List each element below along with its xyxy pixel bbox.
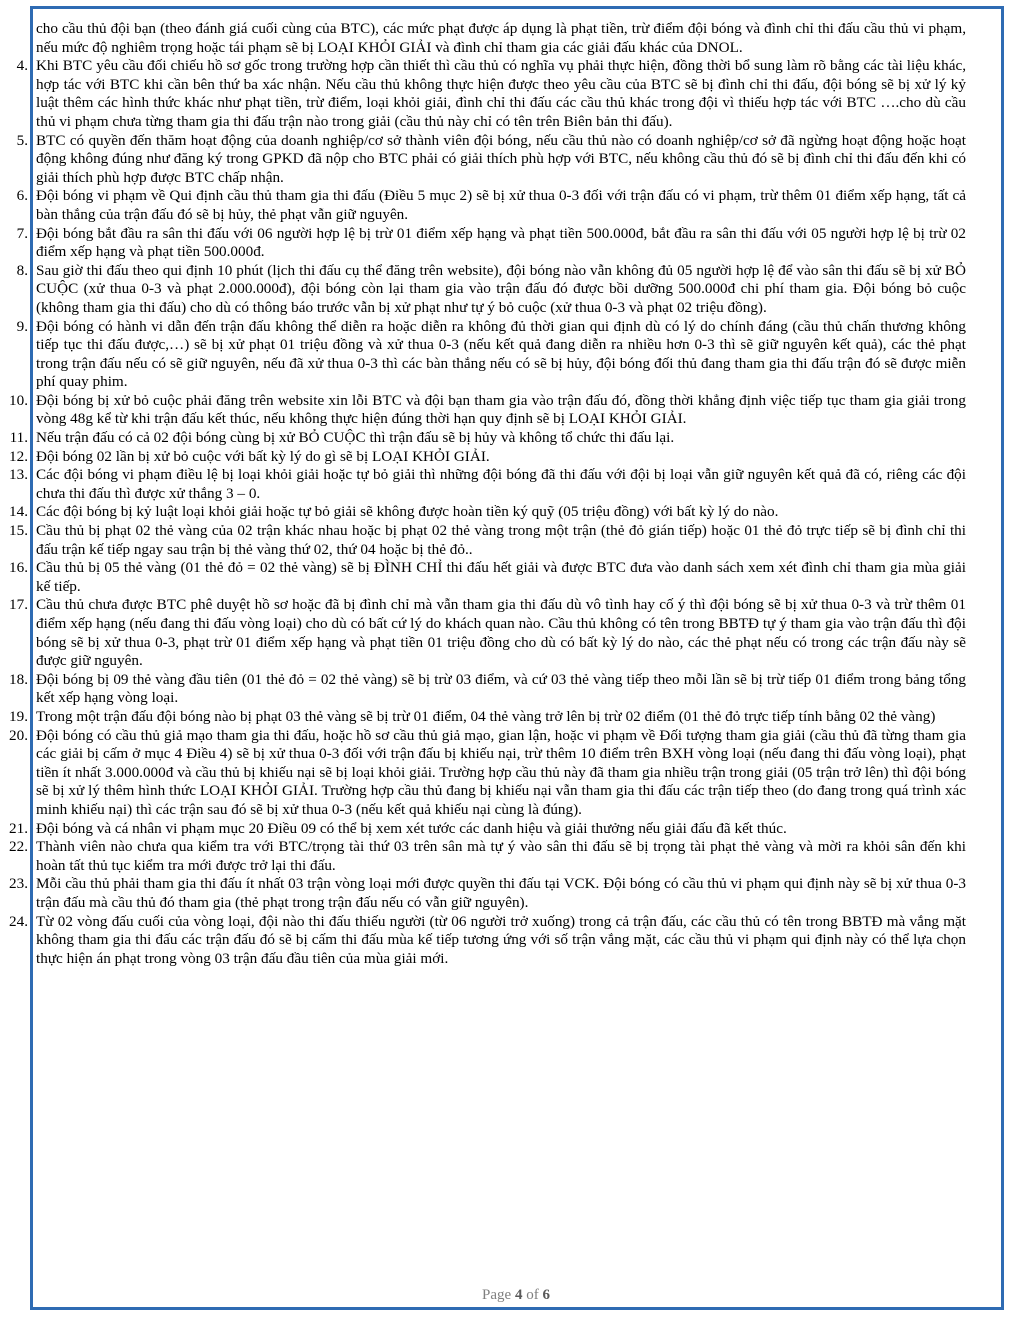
list-item: [9, 875, 966, 912]
item-number: 18.: [9, 670, 28, 688]
list-item: [9, 447, 966, 467]
rules-list: [9, 57, 966, 968]
item-text: Đội bóng có hành vi dẫn đến trận đấu không thể diễn ra hoặc diễn ra không đủ thời gian qui định dù có lý do chính đáng (cầu thủ chấn thương không tiếp tục thi đấu được,…) sẽ bị xử phạt 01 triệu đồng và xử thua 0-3 (nếu kết quả đang diễn ra nhiều hơn 0-3 thì sẽ giữ nguyên kết quả), các thẻ phạt trong trận đấu nếu có sẽ giữ nguyên, nếu đã xử thua 0-3 thì các bàn thắng nếu có sẽ bị hủy, đội bóng đối thủ đang tham gia thi đấu trận đó sẽ được miễn phí quay phim.: [36, 317, 966, 391]
item-text: Từ 02 vòng đấu cuối của vòng loại, đội nào thi đấu thiếu người (từ 06 người trở xuống) trong cả trận đấu, các cầu thủ có tên trong BBTĐ mà vắng mặt không tham gia thi đấu các trận đấu đó sẽ bị cấm thi đấu mùa kế tiếp tương ứng với số trận vắng mặt, các cầu thủ vi phạm qui định này có thể lựa chọn thực hiện án phạt trong vòng 03 trận đấu đầu tiên của mùa giải mới.: [36, 912, 966, 967]
item-text: Đội bóng 02 lần bị xử bỏ cuộc với bất kỳ lý do gì sẽ bị LOẠI KHỎI GIẢI.: [36, 447, 490, 465]
document-body: [9, 20, 966, 968]
item-number: 17.: [9, 596, 28, 614]
list-item: [9, 466, 966, 503]
list-item: [16, 131, 966, 188]
item-number: 20.: [9, 726, 28, 744]
item-text: Thành viên nào chưa qua kiểm tra với BTC/trọng tài thứ 03 trên sân mà tự ý vào sân thi đấu sẽ bị trọng tài phạt thẻ vàng và mời ra khỏi sân đến khi hoàn tất thủ tục kiểm tra mới được trở lại thi đấu.: [36, 838, 966, 874]
item-text: Mỗi cầu thủ phải tham gia thi đấu ít nhất 03 trận vòng loại mới được quyền thi đấu tại VCK. Đội bóng có cầu thủ vi phạm qui định này sẽ bị xử thua 0-3 trận đấu mà cầu thủ đó tham gia (thẻ phạt trong trận đấu nếu có vẫn giữ nguyên).: [36, 875, 966, 911]
item-text: Các đội bóng bị kỷ luật loại khỏi giải hoặc tự bỏ giải sẽ không được hoàn tiền ký quỹ (05 triệu đồng) với bất kỳ lý do nào.: [36, 503, 779, 521]
page-label: Page: [482, 1287, 512, 1303]
list-item: [9, 522, 966, 559]
item-text: Sau giờ thi đấu theo qui định 10 phút (lịch thi đấu cụ thể đăng trên website), đội bóng nào vẫn không đủ 05 người hợp lệ để vào sân thi đấu sẽ bị xử BỎ CUỘC (xử thua 0-3 và phạt 2.000.000đ), đội bóng còn lại tham gia vào trận đấu đó được bồi dưỡng 500.000đ chi phí tham gia. Đội bóng bỏ cuộc (không tham gia thi đấu) cho dù có thông báo trước vẫn bị xử phạt như tự ý bỏ cuộc (xử thua 0-3 và phạt 02 triệu đồng).: [36, 261, 966, 316]
item-text: Các đội bóng vi phạm điều lệ bị loại khỏi giải hoặc tự bỏ giải thì những đội bóng đã thi đấu với đội bị loại vẫn giữ nguyên kết quả đã có, riêng các đội chưa thi đấu thì được xử thắng 3 – 0.: [36, 466, 966, 502]
item-text: Đội bóng và cá nhân vi phạm mục 20 Điều 09 có thể bị xem xét tước các danh hiệu và giải thưởng nếu giải đấu đã kết thúc.: [36, 819, 787, 837]
item-number: 15.: [9, 522, 28, 540]
item-number: 23.: [9, 875, 28, 893]
total-page-number: 6: [542, 1287, 550, 1303]
item-number: 22.: [9, 838, 28, 856]
item-text: Nếu trận đấu có cả 02 đội bóng cùng bị xử BỎ CUỘC thì trận đấu sẽ bị hủy và không tổ chức thi đấu lại.: [36, 429, 675, 447]
list-item: [9, 912, 966, 969]
list-item: [16, 224, 966, 262]
item-text: Cầu thủ bị phạt 02 thẻ vàng của 02 trận khác nhau hoặc bị phạt 02 thẻ vàng trong một trận (thẻ đỏ gián tiếp) hoặc 01 thẻ đỏ trực tiếp sẽ bị đình chỉ thi đấu trận kế tiếp ngay sau trận bị thẻ vàng thứ 02, thứ 04 hoặc bị thẻ đỏ..: [36, 522, 966, 558]
list-item: [16, 261, 966, 318]
list-item: [9, 838, 966, 875]
item-number: 16.: [9, 559, 28, 577]
item-text: Đội bóng vi phạm về Qui định cầu thủ tham gia thi đấu (Điều 5 mục 2) sẽ bị xử thua 0-3 đối với trận đấu có vi phạm, trừ thêm 01 điểm xếp hạng, tất cả bàn thắng của trận đấu đó sẽ bị hủy, thẻ phạt vẫn giữ nguyên.: [36, 187, 966, 223]
item-number: 4.: [16, 57, 28, 75]
item-number: 6.: [16, 187, 28, 205]
list-item: [16, 57, 966, 131]
item-text: Đội bóng bị 09 thẻ vàng đầu tiên (01 thẻ đỏ = 02 thẻ vàng) sẽ bị trừ 03 điểm, và cứ 03 thẻ vàng tiếp theo mỗi lần sẽ bị trừ tiếp 01 điểm trong bảng tổng kết xếp hạng vòng loại.: [36, 670, 966, 707]
item-text: Cầu thủ bị 05 thẻ vàng (01 thẻ đỏ = 02 thẻ vàng) sẽ bị ĐÌNH CHỈ thi đấu hết giải và được BTC đưa vào danh sách xem xét đình chỉ tham gia mùa giải kế tiếp.: [36, 559, 966, 595]
list-item: [9, 707, 966, 727]
item-text: Đội bóng bị xử bỏ cuộc phải đăng trên website xin lỗi BTC và đội bạn tham gia vào trận đấu đó, đồng thời khẳng định việc tiếp tục tham gia giải trong vòng 48g kể từ khi trận đấu kết thúc, nếu không thực hiện đúng thời hạn quy định sẽ bị LOẠI KHỎI GIẢI.: [36, 391, 966, 428]
list-item: [9, 726, 966, 820]
list-item: [9, 670, 966, 708]
list-item: [9, 429, 966, 448]
item-number: 9.: [16, 317, 28, 335]
list-item: [9, 391, 966, 429]
item-number: 19.: [9, 707, 28, 725]
item-number: 12.: [9, 447, 28, 465]
item-text: BTC có quyền đến thăm hoạt động của doanh nghiệp/cơ sở thành viên đội bóng, nếu cầu thủ nào có doanh nghiệp/cơ sở đã ngừng hoạt động hoặc hoạt động không đúng như đăng ký trong GPKD đã nộp cho BTC phải có giải thích phù hợp với BTC, nếu không cầu thủ đó sẽ bị đình chỉ thi đấu đến khi có giải thích phù hợp được BTC chấp nhận.: [36, 131, 966, 186]
item-number: 7.: [16, 224, 28, 242]
item-text: Trong một trận đấu đội bóng nào bị phạt 03 thẻ vàng sẽ bị trừ 01 điểm, 04 thẻ vàng trở lên bị trừ 02 điểm (01 thẻ đỏ trực tiếp tính bằng 02 thẻ vàng): [36, 707, 936, 725]
current-page-number: 4: [514, 1287, 523, 1303]
item-number: 24.: [9, 912, 28, 930]
list-item: [16, 317, 966, 392]
page-of-label: of: [526, 1287, 539, 1303]
continuation-paragraph: cho cầu thủ đội bạn (theo đánh giá cuối cùng của BTC), các mức phạt được áp dụng là phạt tiền, trừ điểm đội bóng và đình chỉ thi đấu cầu thủ vi phạm, nếu mức độ nghiêm trọng hoặc tái phạm sẽ bị LOẠI KHỎI GIẢI và đình chỉ tham gia các giải đấu khác của DNOL.: [36, 20, 966, 56]
item-number: 5.: [16, 131, 28, 149]
item-number: 14.: [9, 503, 28, 521]
list-item: [16, 187, 966, 224]
list-item: [9, 819, 966, 839]
list-item: [9, 559, 966, 596]
item-number: 8.: [16, 261, 28, 279]
item-number: 11.: [9, 429, 28, 447]
list-item: [9, 596, 966, 670]
item-number: 10.: [9, 391, 28, 409]
item-number: 21.: [9, 819, 28, 837]
item-number: 13.: [9, 466, 28, 484]
item-text: Đội bóng có cầu thủ giả mạo tham gia thi đấu, hoặc hồ sơ cầu thủ giả mạo, gian lận, hoặc vi phạm về Đối tượng tham gia giải (cầu thủ đã từng tham gia các giải bị cấm ở mục 4 Điều 4) sẽ bị xử thua 0-3 đối với trận đấu bị khiếu nại, trừ thêm 10 điểm trên BXH vòng loại (nếu đang thi đấu vòng loại), phạt tiền ít nhất 3.000.000đ và cầu thủ bị khiếu nại sẽ bị loại khỏi giải. Trường hợp cầu thủ này đã tham gia nhiều trận trong giải (05 trận trở lên) thì đội bóng sẽ bị xử lý thêm hình thức LOẠI KHỎI GIẢI. Trường hợp cầu thủ đang bị khiếu nại vẫn tham gia thi đấu các trận tiếp theo (do đang trong quá trình xác minh khiếu nại) thì các trận sau đó sẽ bị xử thua 0-3 (nếu kết quả khiếu nại cùng là đúng).: [36, 726, 966, 818]
list-item: [9, 503, 966, 522]
page-footer: [0, 1287, 1032, 1304]
item-text: Đội bóng bắt đầu ra sân thi đấu với 06 người hợp lệ bị trừ 01 điểm xếp hạng và phạt tiền 500.000đ, bắt đầu ra sân thi đấu với 05 người hợp lệ bị trừ 02 điểm xếp hạng và phạt tiền 500.000đ.: [36, 224, 966, 261]
item-text: Cầu thủ chưa được BTC phê duyệt hồ sơ hoặc đã bị đình chỉ mà vẫn tham gia thi đấu dù vô tình hay cố ý thì đội bóng sẽ bị xử thua 0-3 và trừ thêm 01 điểm xếp hạng (nếu đang thi đấu vòng loại) cho dù có bất cứ lý do khách quan nào. Cầu thủ không có tên trong BBTĐ tự ý tham gia vào trận đấu thì đội bóng sẽ bị xử thua 0-3, phạt trừ 01 điểm xếp hạng và phạt tiền 01 triệu đồng cho dù có bất kỳ lý do nào, các thẻ phạt nếu có trong các trận đấu này sẽ được giữ nguyên.: [36, 596, 966, 670]
item-text: Khi BTC yêu cầu đối chiếu hồ sơ gốc trong trường hợp cần thiết thì cầu thủ có nghĩa vụ phải thực hiện, đồng thời bổ sung làm rõ bằng các tài liệu khác, hợp tác với BTC khi cần bên thứ ba xác nhận. Nếu cầu thủ không thực hiện được theo yêu cầu của BTC sẽ bị đình chỉ thi đấu, đội bóng sẽ bị xử lý kỷ luật thêm các hình thức khác như phạt tiền, trừ điểm, loại khỏi giải, đình chỉ thi đấu các cầu thủ khác trong đội vì thiếu hợp tác với BTC ….cho dù cầu thủ vi phạm chưa từng tham gia thi đấu trận nào trong giải (cầu thủ này chỉ có tên trên Biên bản thi đấu).: [36, 57, 966, 130]
